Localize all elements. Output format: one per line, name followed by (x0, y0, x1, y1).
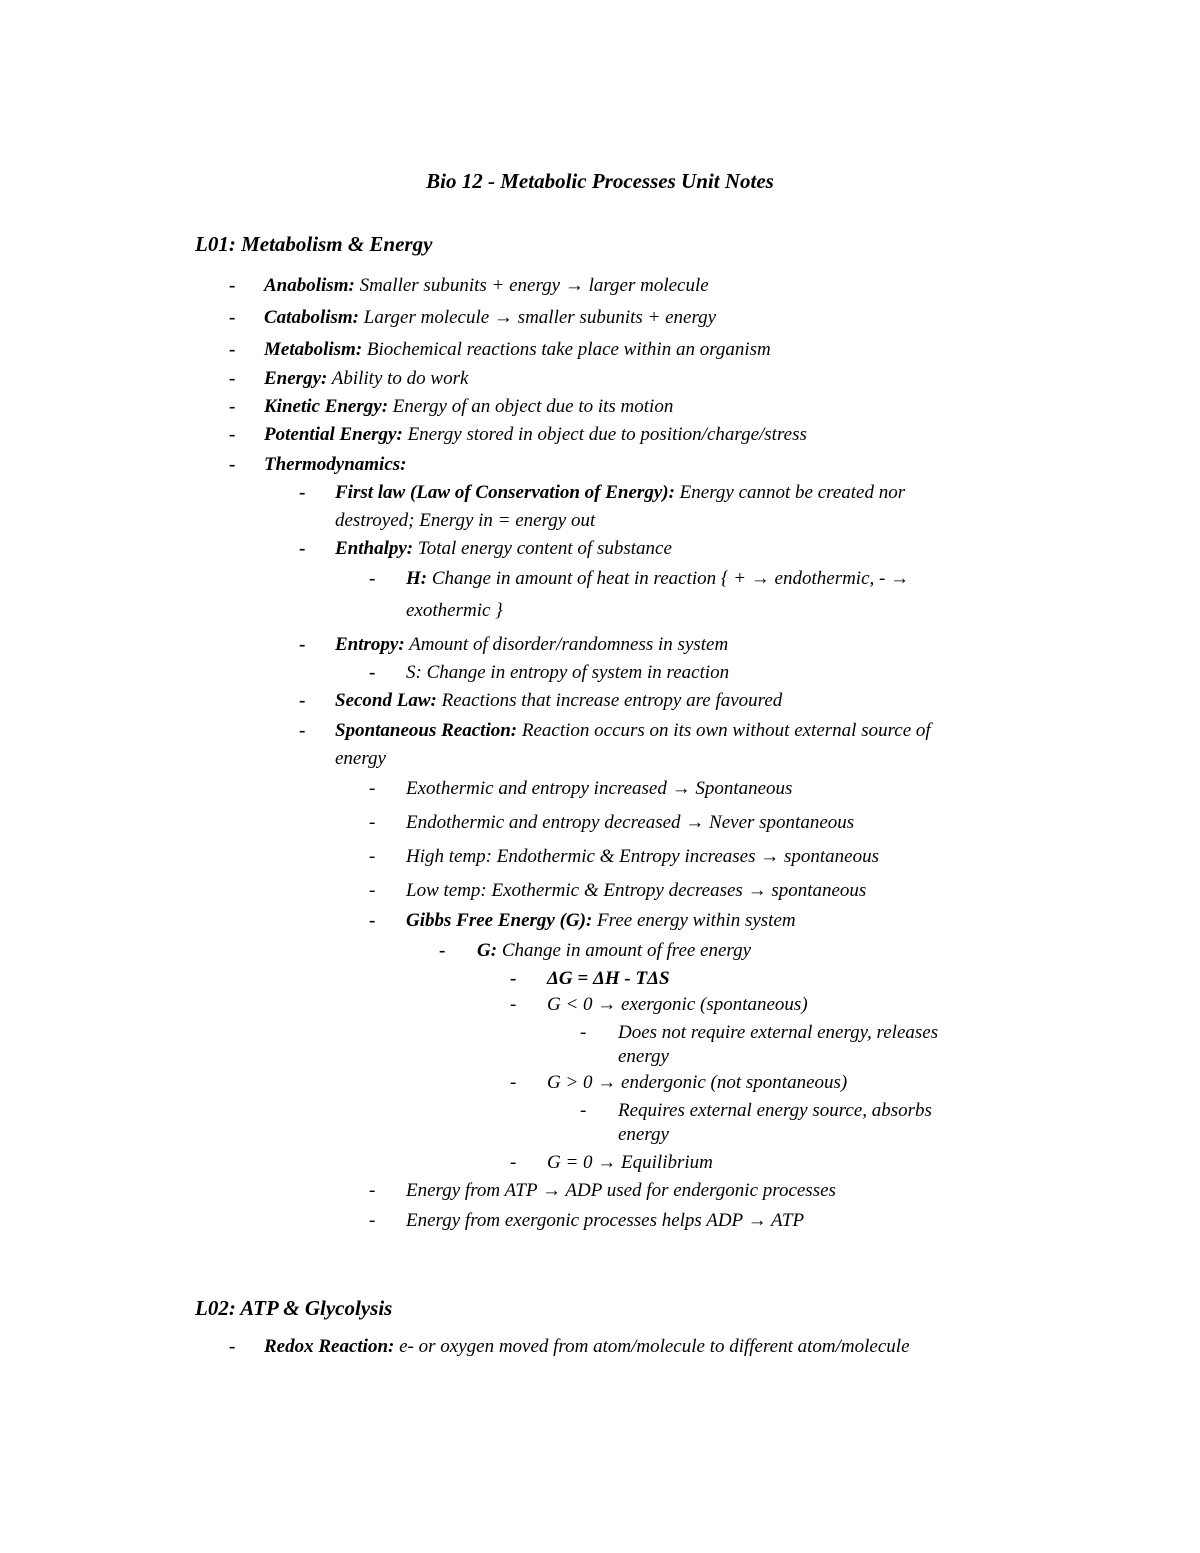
list-item-term: Spontaneous Reaction: (335, 720, 518, 741)
list-item-term: Thermodynamics: (264, 454, 407, 475)
list-item-text: e- or oxygen moved from atom/molecule to different atom/molecule (394, 1336, 910, 1357)
list-item-term: Anabolism: (264, 275, 355, 296)
list-item-text: Free energy within system (592, 910, 796, 931)
list-item-continuation: destroyed; Energy in = energy out (335, 510, 596, 531)
bullet-dash: - (229, 275, 236, 296)
bullet-dash: - (299, 538, 306, 559)
bullet-dash: - (299, 720, 306, 741)
list-item (406, 1178, 836, 1204)
list-item-term: Second Law: (335, 690, 437, 711)
list-item-text: Energy from exergonic processes helps ADP → ATP (406, 1210, 805, 1231)
list-item (406, 844, 879, 870)
list-item-continuation: energy (335, 748, 386, 769)
list-item (547, 1150, 713, 1176)
bullet-dash: - (299, 690, 306, 711)
list-item-term: Catabolism: (264, 307, 360, 328)
list-item-text: Biochemical reactions take place within an organism (362, 339, 771, 360)
list-item-term: Metabolism: (264, 339, 363, 360)
list-item (547, 1070, 847, 1096)
bullet-dash: - (229, 368, 236, 389)
list-item (335, 718, 931, 744)
list-item-text: Endothermic and entropy decreased → Never spontaneous (406, 812, 855, 833)
bullet-dash: - (369, 568, 376, 589)
list-item-term: Energy: (264, 368, 328, 389)
list-item (264, 422, 807, 448)
list-item (547, 966, 670, 992)
bullet-dash: - (510, 1072, 517, 1093)
list-item-term: First law (Law of Conservation of Energy): (335, 482, 675, 503)
list-item (406, 776, 792, 802)
list-item-text: Requires external energy source, absorbs (618, 1100, 932, 1121)
list-item-text: Energy from ATP → ADP used for endergonic processes (406, 1180, 836, 1201)
bullet-dash: - (229, 454, 236, 475)
list-item (406, 566, 909, 592)
list-item-text: G < 0 → exergonic (spontaneous) (547, 994, 808, 1015)
bullet-dash: - (369, 880, 376, 901)
list-item-text: G > 0 → endergonic (not spontaneous) (547, 1072, 848, 1093)
bullet-dash: - (510, 994, 517, 1015)
list-item (264, 394, 673, 420)
list-item (264, 366, 468, 392)
list-item (335, 632, 728, 658)
list-item-text: Exothermic and entropy increased → Spontaneous (406, 778, 793, 799)
bullet-dash: - (229, 307, 236, 328)
list-item-continuation: exothermic } (406, 600, 503, 621)
bullet-dash: - (369, 812, 376, 833)
page-title: Bio 12 - Metabolic Processes Unit Notes (426, 169, 774, 193)
list-item-text: Total energy content of substance (413, 538, 672, 559)
list-item (264, 273, 709, 299)
list-item-term: Gibbs Free Energy (G): (406, 910, 593, 931)
list-item-text: Reaction occurs on its own without external source of (517, 720, 931, 741)
list-item (406, 1208, 804, 1234)
list-item-text: S: Change in entropy of system in reaction (406, 662, 730, 683)
list-item-text: Does not require external energy, releases (618, 1022, 939, 1043)
bullet-dash: - (229, 396, 236, 417)
list-item (406, 810, 854, 836)
list-item-term: ΔG = ΔH - TΔS (547, 968, 670, 989)
bullet-dash: - (439, 940, 446, 961)
list-item-continuation: energy (618, 1124, 669, 1145)
list-item (618, 1020, 938, 1046)
bullet-dash: - (229, 424, 236, 445)
list-item-term: G: (477, 940, 498, 961)
list-item (264, 305, 716, 331)
list-item-text: Low temp: Exothermic & Entropy decreases → spontaneous (406, 880, 867, 901)
section-heading-l01: L01: Metabolism & Energy (195, 232, 433, 256)
bullet-dash: - (229, 1336, 236, 1357)
list-item-text: Reactions that increase entropy are favoured (436, 690, 783, 711)
list-item (406, 878, 866, 904)
list-item-text: High temp: Endothermic & Entropy increases → spontaneous (406, 846, 879, 867)
list-item (618, 1098, 932, 1124)
bullet-dash: - (369, 1180, 376, 1201)
list-item (406, 908, 796, 934)
bullet-dash: - (299, 634, 306, 655)
section-heading-l02: L02: ATP & Glycolysis (195, 1296, 393, 1320)
list-item (264, 337, 771, 363)
list-item-text: Smaller subunits + energy → larger molecule (354, 275, 709, 296)
list-item-term: Kinetic Energy: (264, 396, 389, 417)
list-item-text: Amount of disorder/randomness in system (404, 634, 729, 655)
bullet-dash: - (510, 1152, 517, 1173)
bullet-dash: - (369, 778, 376, 799)
list-item-term: Redox Reaction: (264, 1336, 395, 1357)
bullet-dash: - (369, 662, 376, 683)
list-item-text: Energy cannot be created nor (674, 482, 906, 503)
list-item-term: Potential Energy: (264, 424, 403, 445)
list-item-term: H: (406, 568, 428, 589)
list-item (335, 480, 905, 506)
list-item (335, 536, 672, 562)
bullet-dash: - (580, 1100, 587, 1121)
list-item-term: Enthalpy: (335, 538, 414, 559)
list-item (477, 938, 751, 964)
bullet-dash: - (369, 846, 376, 867)
list-item-text: Energy of an object due to its motion (388, 396, 674, 417)
bullet-dash: - (229, 339, 236, 360)
list-item-text: Change in amount of free energy (497, 940, 752, 961)
list-item (547, 992, 808, 1018)
list-item-text: Energy stored in object due to position/charge/stress (402, 424, 807, 445)
list-item (264, 452, 407, 478)
list-item (335, 688, 782, 714)
bullet-dash: - (510, 968, 517, 989)
bullet-dash: - (299, 482, 306, 503)
list-item-text: Change in amount of heat in reaction { + → endothermic, - → (427, 568, 910, 589)
bullet-dash: - (369, 1210, 376, 1231)
list-item-text: G = 0 → Equilibrium (547, 1152, 713, 1173)
bullet-dash: - (580, 1022, 587, 1043)
list-item-term: Entropy: (335, 634, 405, 655)
list-item (264, 1334, 910, 1360)
bullet-dash: - (369, 910, 376, 931)
list-item-text: Larger molecule → smaller subunits + energy (359, 307, 717, 328)
list-item (406, 660, 729, 686)
list-item-text: Ability to do work (327, 368, 469, 389)
list-item-continuation: energy (618, 1046, 669, 1067)
